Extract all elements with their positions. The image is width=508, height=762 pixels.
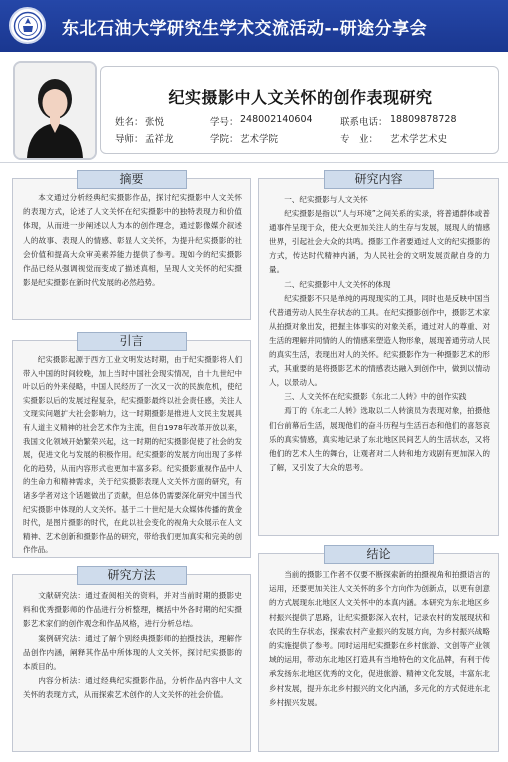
abstract-heading: 摘要: [77, 170, 187, 189]
content-body: [269, 193, 490, 475]
conclusion-heading: 结论: [324, 545, 434, 564]
abstract-paragraph: 本文通过分析经典纪实摄影作品，探讨纪实摄影中人文关怀的表现方式，论述了人文关怀在纪实摄影中的独特表现力和价值体现，从而进一步阐述以人为本的创作理念，通过影像媒介叙述人的故事、表现人的情感、彰显人文关怀，为提升纪实摄影的社会价值和提高大众审美素养能力提供了参考。现如今的纪实摄影作品已经从强调视觉而变成了描述真相，呈现人文关怀的纪实摄影是纪实摄影在新时代发展的必然趋势。: [23, 193, 242, 288]
college-label: 学院：: [210, 134, 239, 145]
content-panel: [258, 172, 499, 536]
content-heading: 研究内容: [324, 170, 434, 189]
phone-value: 18809878728: [390, 114, 457, 125]
method-paragraph-2: 案例研究法：通过了解个别经典摄影师的拍摄技法，理解作品创作内涵，阐释其作品中所体现的人文关怀，探讨纪实摄影的本质目的。: [23, 633, 242, 672]
intro-paragraph: 纪实摄影起源于西方工业文明发达时期，由于纪实摄影将人们带入中国的时间较晚，加上当时中国社会现实情况，自十九世纪中叶以后的外来侵略，中国人民经历了一次又一次的民族危机，使纪实摄影以后的发展过程复杂，纪实摄影最终以社会责任感，关注人文现实问题扩大社会影响力，这一时期摄影是推进人文民主发展具有人道主义精神的社会艺术作为主流，但自1978年改革开放以来，我国文化领域开始繁荣兴起，这一时期的纪实摄影促使了社会的发展，促进文化与发展的积极作用。纪实摄影的发展方向出现了多样化的趋势，从而内容形式也更加丰富多彩。纪实摄影重视作品中人的生命力和精神需求，关于纪实摄影表现人文关怀方面的研究，有诸多学者对这个话题做出了贡献，但总体仍需要深化研究中国当代纪实摄影中体现的人文关怀。基于二十世纪是大众媒体传播的黄金时代，是图片摄影的时代，在此以社会变化的视角大众展示在人文精神、艺术创新和摄影作品的研究，带给我们更加真实和完美的创作作品。: [23, 355, 242, 555]
content-subheading-2: 二、纪实摄影中人文关怀的体现: [284, 279, 391, 289]
college-value: 艺术学院: [240, 134, 279, 145]
phone-label: 联系电话：: [340, 117, 388, 128]
major-label: 专 业：: [340, 134, 379, 145]
advisor-label: 导师：: [115, 134, 144, 145]
university-seal-icon: [9, 7, 46, 44]
project-title: 纪实摄影中人文关怀的创作表现研究: [168, 88, 433, 107]
content-paragraph-1: 纪实摄影是指以“人与环境”之间关系的实录，将普通群体或普通事件呈现于众，使大众更加关注人的生存与发展，展现人的情感世界，引起社会大众的共鸣。摄影工作者要通过人文的纪实摄影的方式，传达时代精神内涵，为人民社会的文明发展贡献自身的力量。: [269, 209, 490, 275]
poster-title: 东北石油大学研究生学术交流活动--研途分享会: [62, 19, 428, 39]
id-label: 学号：: [210, 117, 239, 128]
method-heading: 研究方法: [77, 566, 187, 585]
id-value: 248002140604: [240, 114, 313, 125]
content-subheading-3: 三、人文关怀在纪实摄影《东北二人转》中的创作实践: [284, 392, 467, 402]
method-paragraph-1: 文献研究法：通过查阅相关的资料，并对当前时期的摄影史料和优秀摄影师的作品进行分析整理，概括中外各时期的纪实摄影艺术家们的创作观念和作品风格，进行分析总结。: [23, 591, 242, 629]
student-photo-icon: [13, 61, 97, 160]
intro-body: [23, 353, 242, 557]
name-label: 姓名：: [115, 117, 144, 128]
abstract-panel: [12, 172, 251, 320]
conclusion-body: [269, 568, 490, 710]
intro-heading: 引言: [77, 332, 187, 351]
header-banner: [0, 0, 508, 52]
method-body: [23, 589, 242, 703]
project-info-card: [100, 66, 499, 154]
header-divider: [0, 162, 508, 163]
method-paragraph-3: 内容分析法：通过经典纪实摄影作品，分析作品内容中人文关怀的表现方式，从而探索艺术创作的人文关怀的社会价值。: [23, 676, 242, 700]
content-paragraph-3: 焉丁的《东北二人转》选取以二人转演员为表现对象，拍摄他们台前幕后生活，展现他们的奋斗历程与生活百态和他们的喜怒哀乐的真实情感，真实地记录了东北地区民间艺人的生活状态，又将他们的艺术人生的舞台，让观者对二人转和地方戏剧有更加深入的了解，又引发了大众的思考。: [269, 406, 490, 472]
content-subheading-1: 一、纪实摄影与人文关怀: [284, 195, 368, 204]
conclusion-panel: [258, 547, 499, 752]
method-panel: [12, 568, 251, 752]
intro-panel: [12, 334, 251, 558]
content-paragraph-2: 纪实摄影不只是单纯的再现现实的工具，同时也是反映中国当代普通劳动人民生存状态的工具。在纪实摄影创作中，摄影艺术家从拍摄对象出发，把握主体事实的对象关系，通过对人的尊重、对生活的理解并同情的人的情感来塑造人物形象，展现普通劳动人民的真实生活，表现出对人的关怀。纪实摄影作为一种摄影艺术的形式，其重要的是将摄影艺术的情感表达融入到创作中，做到以情动人，以景动人。: [269, 293, 490, 388]
advisor-value: 孟祥龙: [145, 134, 174, 145]
name-value: 张悦: [145, 117, 165, 128]
conclusion-paragraph: 当前的摄影工作者不仅要不断探索新的拍摄视角和拍摄语言的运用，还要更加关注人文关怀的多个方向作为创新点，以更有创意的方式展现东北地区人文关怀中的本真内涵。本研究为东北地区乡村振兴提供了思路，让纪实摄影深入农村，记录农村的发展现状和农民的生存状态，探索农村产业振兴的发展方向，为乡村振兴战略的实施提供了参考。同时运用纪实摄影在乡村旅游、文创等产业领域的运用，带动东北地区打造具有当地特色的文化品牌，有利于传承发扬东北地区优秀的文化，促进旅游、精神文化发展，丰富东北乡村发展，提升东北乡村振兴的文化内涵，多元化的方式促进东北乡村振兴发展。: [269, 570, 490, 707]
abstract-body: [23, 191, 242, 290]
major-value: 艺术学艺术史: [390, 134, 448, 145]
